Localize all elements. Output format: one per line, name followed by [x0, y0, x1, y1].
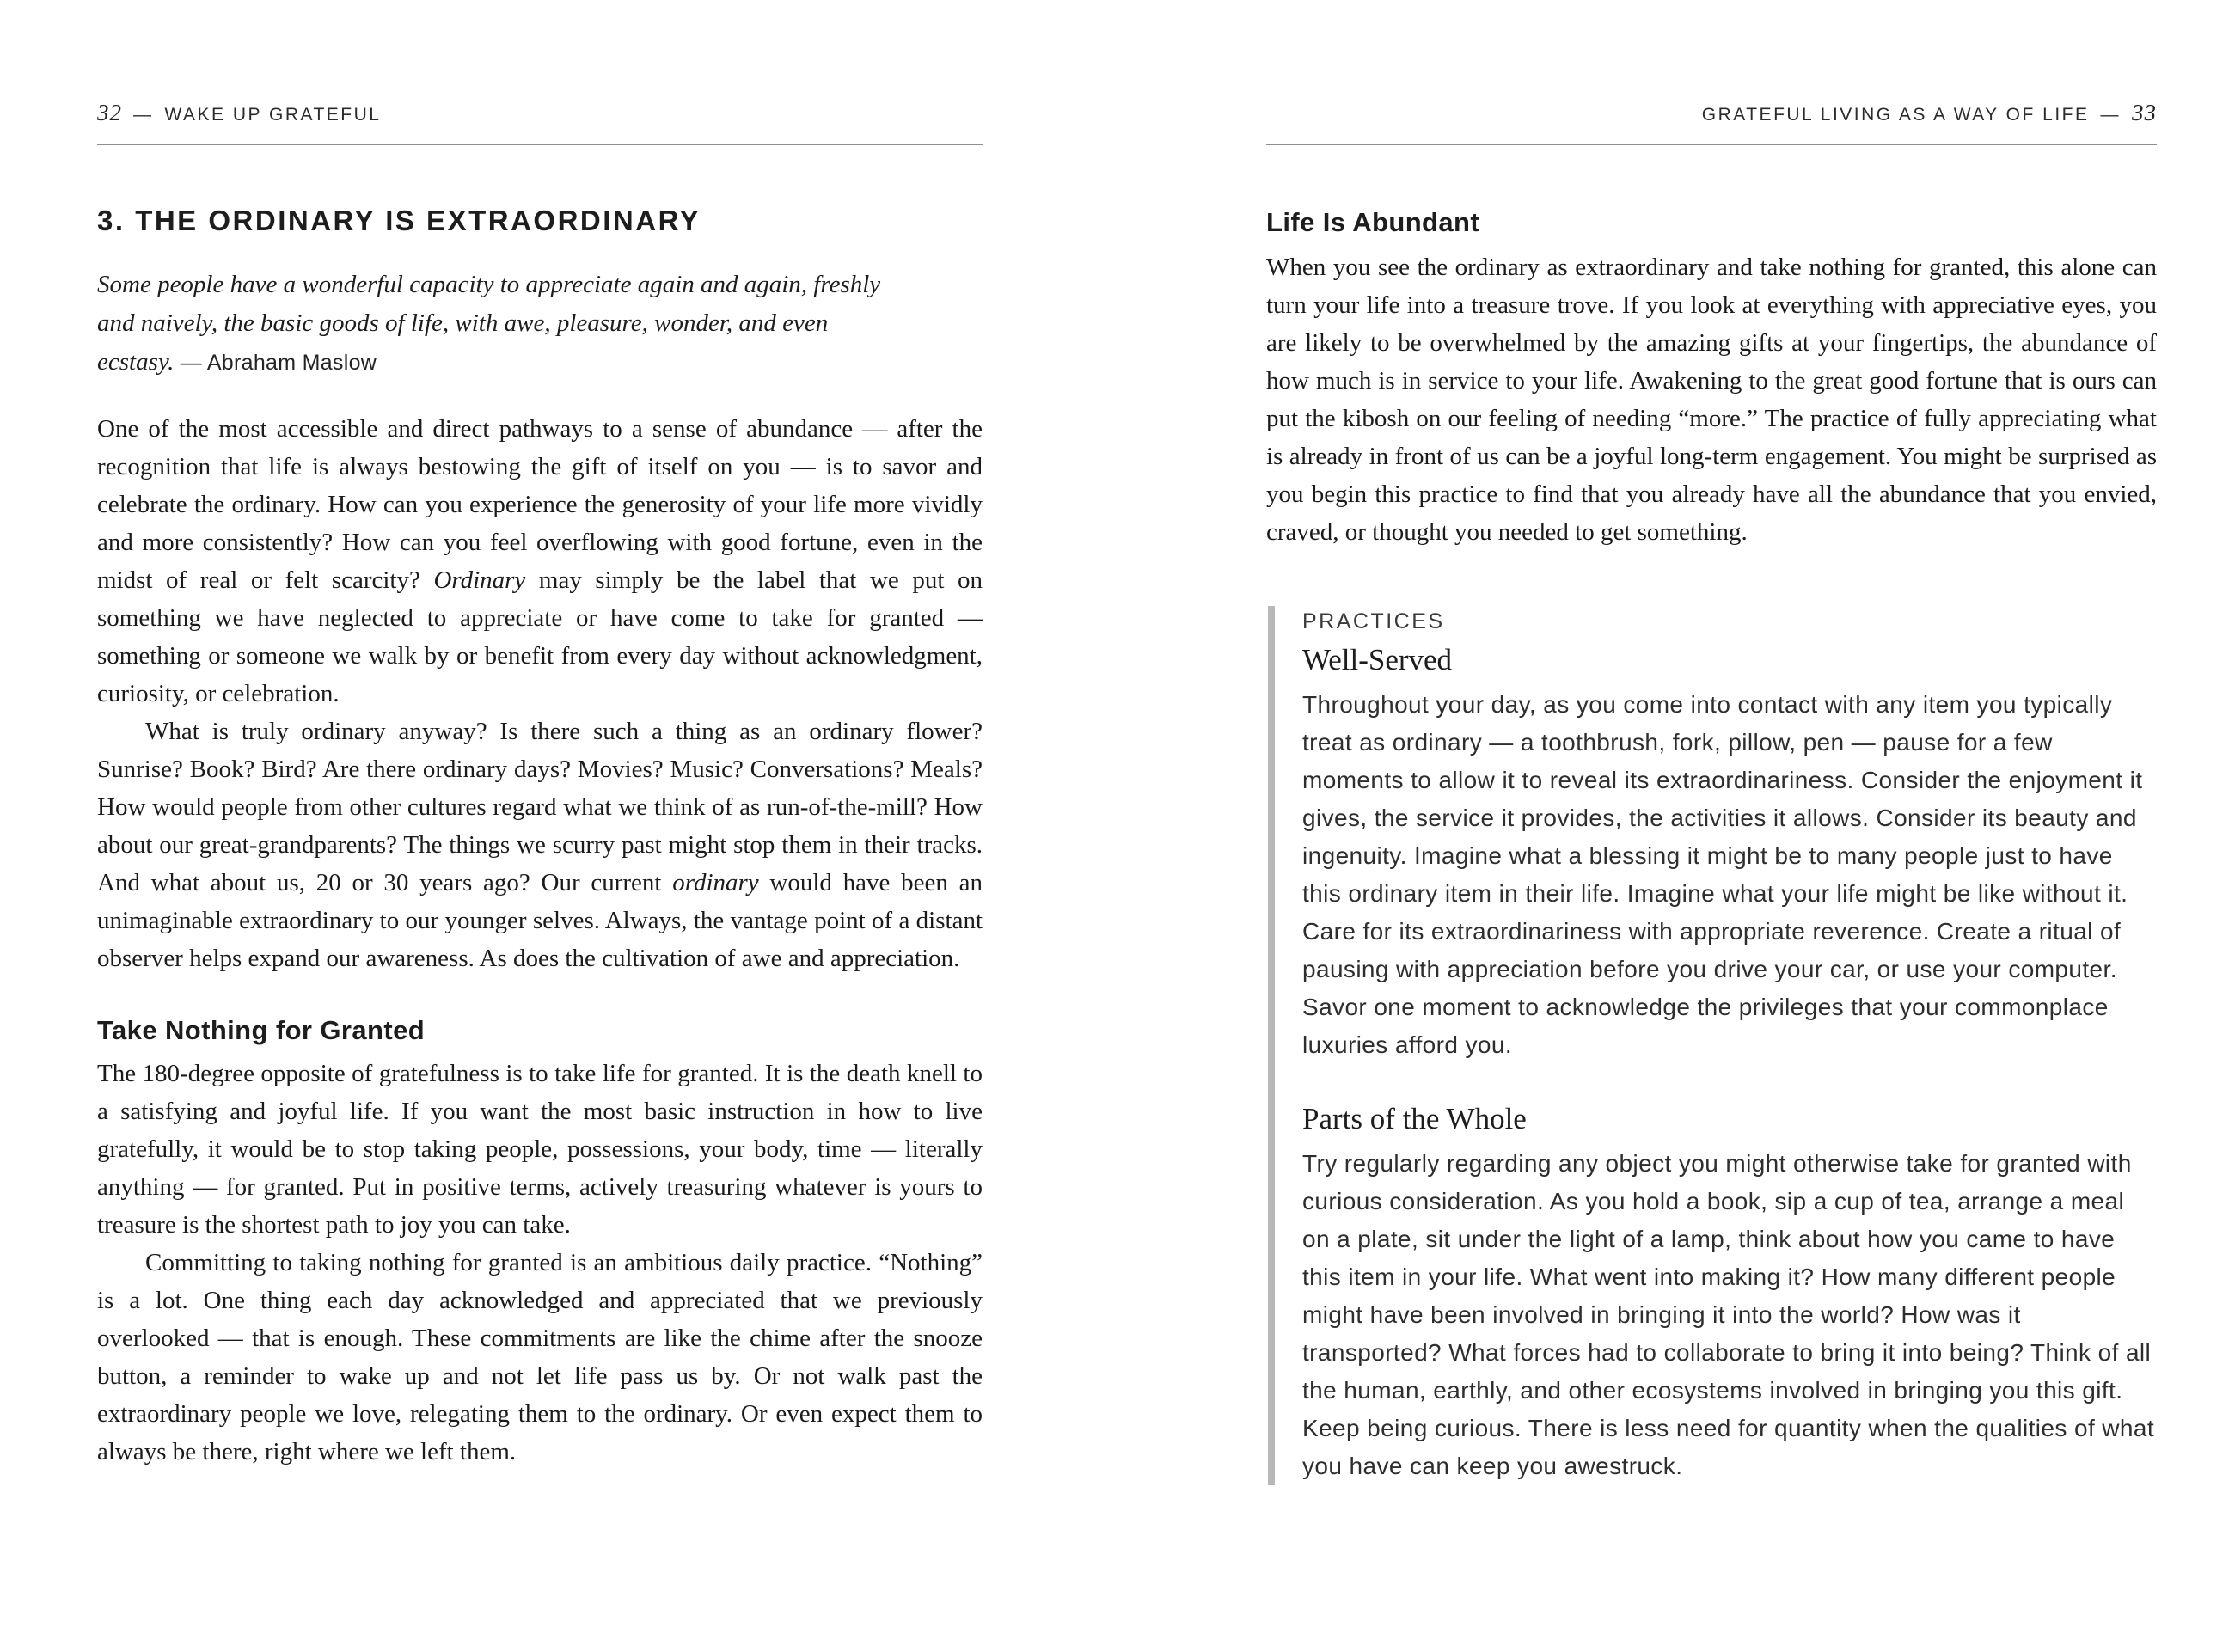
page-number-left: 32 [97, 100, 122, 125]
section-heading-life-is-abundant: Life Is Abundant [1266, 207, 1480, 237]
book-title: WAKE UP GRATEFUL [164, 105, 382, 125]
running-head-right [1266, 100, 2157, 126]
page-left [97, 0, 983, 1652]
paragraph: The 180-degree opposite of gratefulness is to take life for granted. It is the death knell to a satisfying and joyful life. If you want the most basic instruction in how to live gratefully, it would be to stop taking people, possessions, your body, time — literally anything — for granted. Put in positive terms, actively treasuring whatever is yours to treasure is the shortest path to joy you can take. [97, 1059, 983, 1239]
practice-body: Try regularly regarding any object you might otherwise take for granted with curious consideration. As you hold a book, sip a cup of tea, arrange a meal on a plate, sit under the light of a lamp, think about how you came to have this item in your life. What went into making it? How many different people might have been involved in bringing it into the world? How was it transported? What forces had to collaborate to bring it into being? Think of all the human, earthly, and other ecosystems involved in bringing you this gift. Keep being curious. There is less need for quantity when the qualities of what you have can keep you awestruck. [1302, 1150, 2155, 1480]
paragraph: One of the most accessible and direct pathways to a sense of abundance — after the recognition that life is always bestowing the gift of itself on you — is to savor and celebrate the ordinary. How can you experience the generosity of your life more vividly and more consistently? How can you feel overflowing with good fortune, even in the midst of real or felt scarcity? Ordinary may simply be the label that we put on something we have neglected to appreciate or have come to take for granted — something or someone we walk by or benefit from every day without acknowledgment, curiosity, or celebration. [97, 415, 983, 708]
running-head-separator-left: — [133, 105, 154, 125]
running-head-separator-right: — [2100, 105, 2121, 125]
page-right [1266, 0, 2157, 1652]
paragraph: What is truly ordinary anyway? Is there such a thing as an ordinary flower? Sunrise? Book? Bird? Are there ordinary days? Movies? Music? Conversations? Meals? How would people from other cultures regard what we think of as run-of-the-mill? How about our great-grandparents? The things we scurry past might stop them in their tracks. And what about us, 20 or 30 years ago? Our current ordinary would have been an unimaginable extraordinary to our younger selves. Always, the vantage point of a distant observer helps expand our awareness. As does the cultivation of awe and appreciation. [97, 718, 983, 973]
chapter-running-title: GRATEFUL LIVING AS A WAY OF LIFE [1701, 105, 2090, 125]
epigraph-quote: Some people have a wonderful capacity to appreciate again and again, freshly and naively, the basic goods of life, with awe, pleasure, wonder, and even ecstasy. — Abraham Maslow [97, 271, 881, 376]
header-rule-left [97, 144, 983, 145]
header-rule-right [1266, 144, 2157, 145]
practices-label: PRACTICES [1302, 609, 1445, 633]
paragraph: When you see the ordinary as extraordinary and take nothing for granted, this alone can turn your life into a treasure trove. If you look at everything with appreciative eyes, you are likely to be overwhelmed by the amazing gifts at your fingertips, the abundance of how much is in service to your life. Awakening to the great good fortune that is ours can put the kibosh on our feeling of needing “more.” The practice of fully appreciating what is already in front of us can be a joyful long-term engagement. You might be surprised as you begin this practice to find that you already have all the abundance that you envied, craved, or thought you needed to get something. [1266, 253, 2157, 546]
practice-title: Well-Served [1302, 642, 1453, 676]
page-number-right: 33 [2132, 100, 2157, 125]
practice-title: Parts of the Whole [1302, 1101, 1527, 1135]
practice-parts-of-the-whole [1302, 1102, 2157, 1485]
chapter-heading: 3. THE ORDINARY IS EXTRAORDINARY [97, 205, 701, 236]
practices-block [1268, 606, 2157, 1486]
section-heading-take-nothing-for-granted: Take Nothing for Granted [97, 1015, 426, 1046]
running-head-left [97, 100, 983, 126]
practice-well-served [1302, 643, 2157, 1064]
paragraph: Committing to taking nothing for granted is an ambitious daily practice. “Nothing” is a lot. One thing each day acknowledged and appreciated that we previously overlooked — that is enough. These commitments are like the chime after the snooze button, a reminder to wake up and not let life pass us by. Or not walk past the extraordinary people we love, relegating them to the ordinary. Or even expect them to always be there, right where we left them. [97, 1248, 983, 1465]
practice-body: Throughout your day, as you come into contact with any item you typically treat as ordinary — a toothbrush, fork, pillow, pen — pause for a few moments to allow it to reveal its extraordinariness. Consider the enjoyment it gives, the service it provides, the activities it allows. Consider its beauty and ingenuity. Imagine what a blessing it might be to many people just to have this ordinary item in their life. Imagine what your life might be like without it. Care for its extraordinariness with appropriate reverence. Create a ritual of pausing with appreciation before you drive your car, or use your computer. Savor one moment to acknowledge the privileges that your commonplace luxuries afford you. [1302, 690, 2143, 1058]
